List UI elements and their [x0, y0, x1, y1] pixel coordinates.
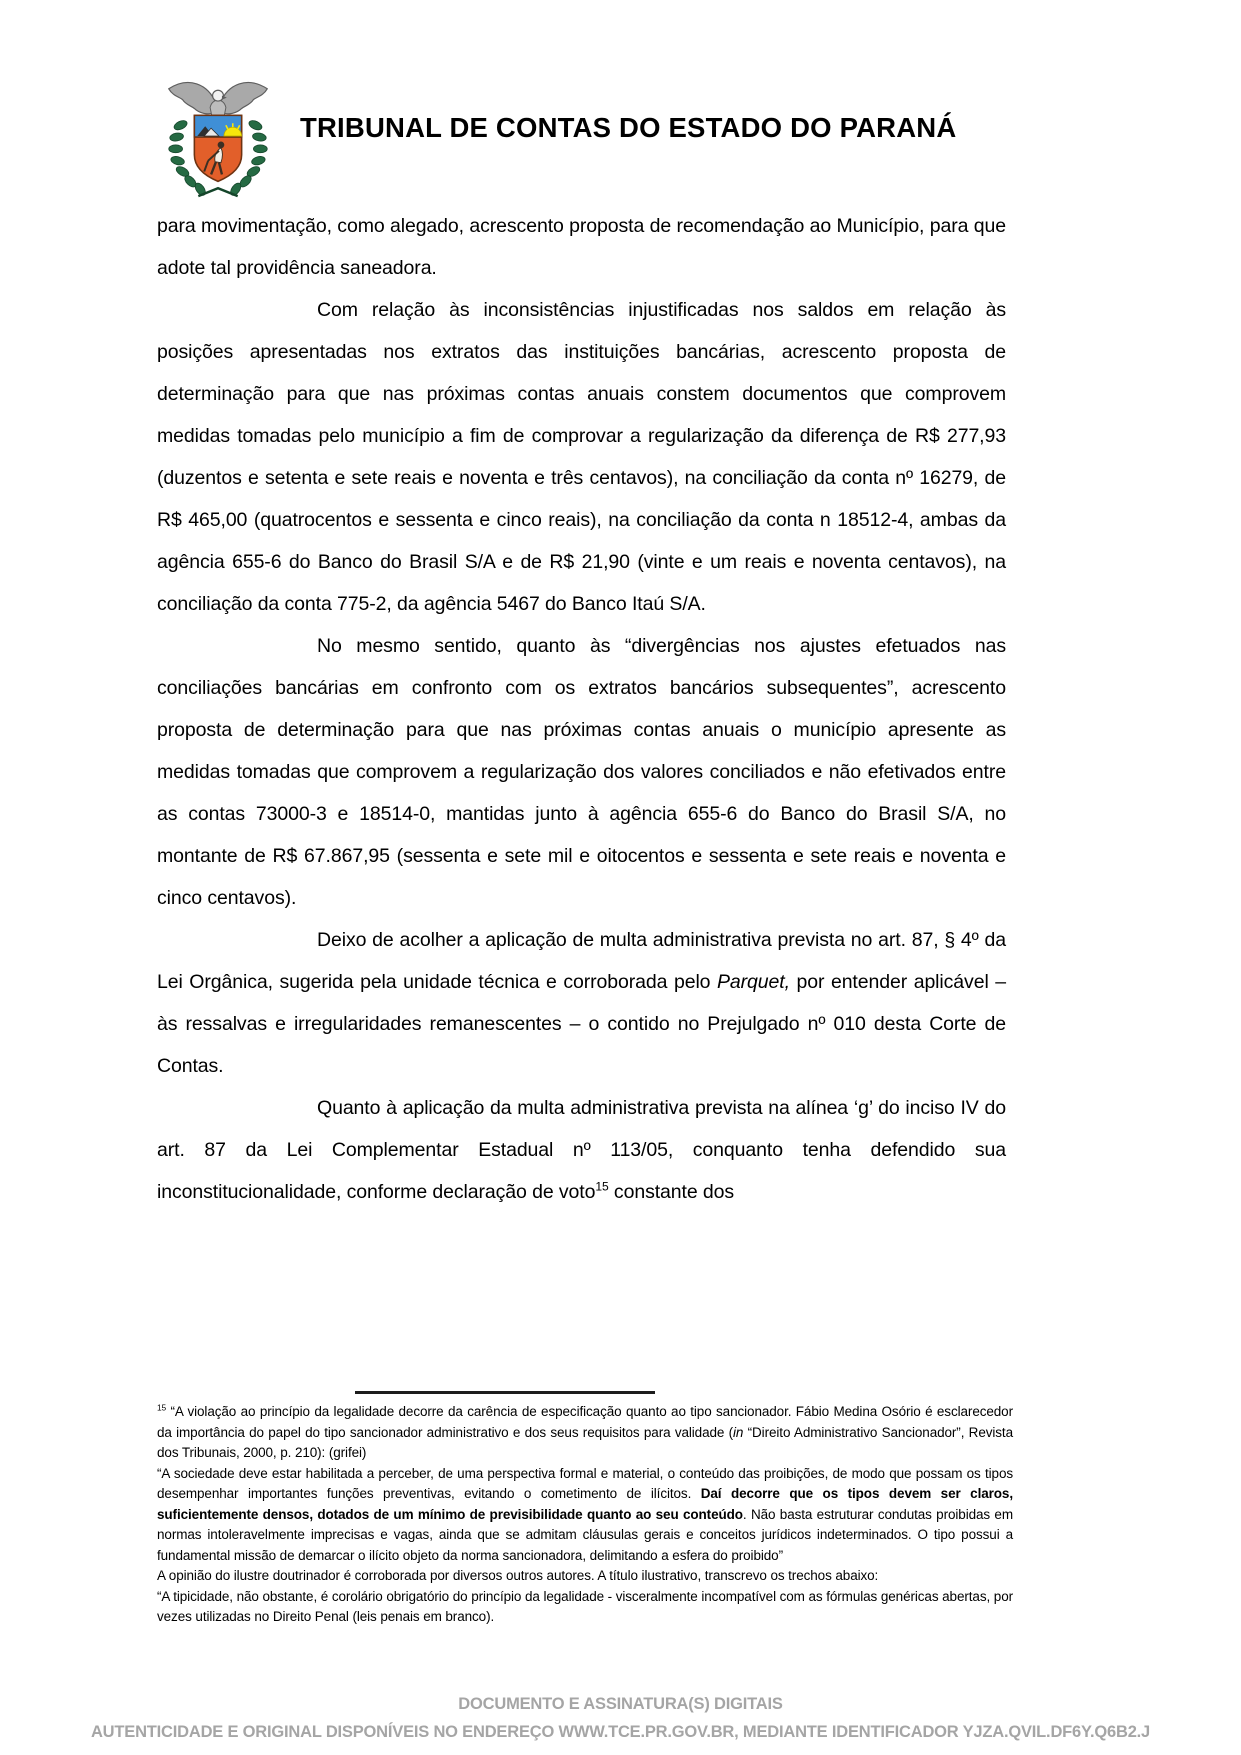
body-paragraph-1: para movimentação, como alegado, acrescento proposta de recomendação ao Município, para que adote tal providência saneadora.: [157, 215, 1006, 279]
footer-line-2: AUTENTICIDADE E ORIGINAL DISPONÍVEIS NO ENDEREÇO WWW.TCE.PR.GOV.BR, MEDIANTE IDENTIFICADOR YJZA.QVIL.DF6Y.Q6B2.J: [90, 1723, 1151, 1741]
footnote-paragraph-2: “A sociedade deve estar habilitada a perceber, de uma perspectiva formal e material, o conteúdo das proibições, de modo que possam os tipos desempenhar importantes funções preventivas, evitando o cometimento de ilícitos. Daí decorre que os tipos devem ser claros, suficientemente densos, dotados de um mínimo de previsibilidade quanto ao seu conteúdo. Não basta estruturar condutas proibidas em normas intoleravelmente imprecisas e vagas, ainda que se admitam cláusulas gerais e conceitos jurídicos indeterminados. O tipo possui a fundamental missão de demarcar o ilícito objeto da norma sancionadora, delimitando a esfera do proibido”: [157, 1465, 1013, 1563]
body-paragraph-5: Quanto à aplicação da multa administrativa prevista na alínea ‘g’ do inciso IV do art. 87 da Lei Complementar Estadual nº 113/05, conquanto tenha defendido sua inconstitucionalidade, conforme declaração de voto$^{15}$ constante dos: [157, 1097, 1006, 1203]
body-paragraph-2: Com relação às inconsistências injustificadas nos saldos em relação às posições apresentadas nos extratos das instituições bancárias, acrescento proposta de determinação para que nas próximas contas anuais constem documentos que comprovem medidas tomadas pelo município a fim de comprovar a regularização da diferença de R$ 277,93 (duzentos e setenta e sete reais e noventa e três centavos), na conciliação da conta nº 16279, de R$ 465,00 (quatrocentos e sessenta e cinco reais), na conciliação da conta n 18512-4, ambas da agência 655-6 do Banco do Brasil S/A e de R$ 21,90 (vinte e um reais e noventa centavos), na conciliação da conta 775-2, da agência 5467 do Banco Itaú S/A.: [157, 299, 1006, 615]
page-header: [0, 0, 1241, 210]
body-paragraph-3: No mesmo sentido, quanto às “divergências nos ajustes efetuados nas conciliações bancárias em confronto com os extratos bancários subsequentes”, acrescento proposta de determinação para que nas próximas contas anuais o município apresente as medidas tomadas que comprovem a regularização dos valores conciliados e não efetivados entre as contas 73000-3 e 18514-0, mantidas junto à agência 655-6 do Banco do Brasil S/A, no montante de R$ 67.867,95 (sessenta e sete mil e oitocentos e sessenta e sete reais e noventa e cinco centavos).: [157, 635, 1006, 909]
footnote-separator: [355, 1391, 655, 1394]
footnote-paragraph-4: “A tipicidade, não obstante, é corolário obrigatório do princípio da legalidade - visceralmente incompatível com as fórmulas genéricas abertas, por vezes utilizadas no Direito Penal (leis penais em branco).: [157, 1588, 1013, 1624]
footnote-paragraph-3: A opinião do ilustre doutrinador é corroborada por diversos outros autores. A título ilustrativo, transcrevo os trechos abaixo:: [157, 1568, 879, 1583]
footnote-paragraph-1: $^{15}$ “A violação ao princípio da legalidade decorre da carência de especificação quanto ao tipo sancionador. Fábio Medina Osório é esclarecedor da importância do papel do tipo sancionador administrativo e dos seus requisitos para validade (in “Direito Administrativo Sancionador”, Revista dos Tribunais, 2000, p. 210): (grifei): [157, 1402, 1013, 1460]
digital-signature-footer: [0, 1690, 1241, 1746]
body-paragraph-4: Deixo de acolher a aplicação de multa administrativa prevista no art. 87, § 4º da Lei Orgânica, sugerida pela unidade técnica e corroborada pelo Parquet, por entender aplicável – às ressalvas e irregularidades remanescentes – o contido no Prejulgado nº 010 desta Corte de Contas.: [157, 929, 1006, 1077]
parana-coat-of-arms-icon: [158, 74, 278, 204]
page-title: TRIBUNAL DE CONTAS DO ESTADO DO PARANÁ: [300, 112, 957, 143]
document-body: [157, 205, 1006, 1213]
footer-line-1: DOCUMENTO E ASSINATURA(S) DIGITAIS: [458, 1695, 783, 1713]
footnote-block: [157, 1402, 1013, 1628]
